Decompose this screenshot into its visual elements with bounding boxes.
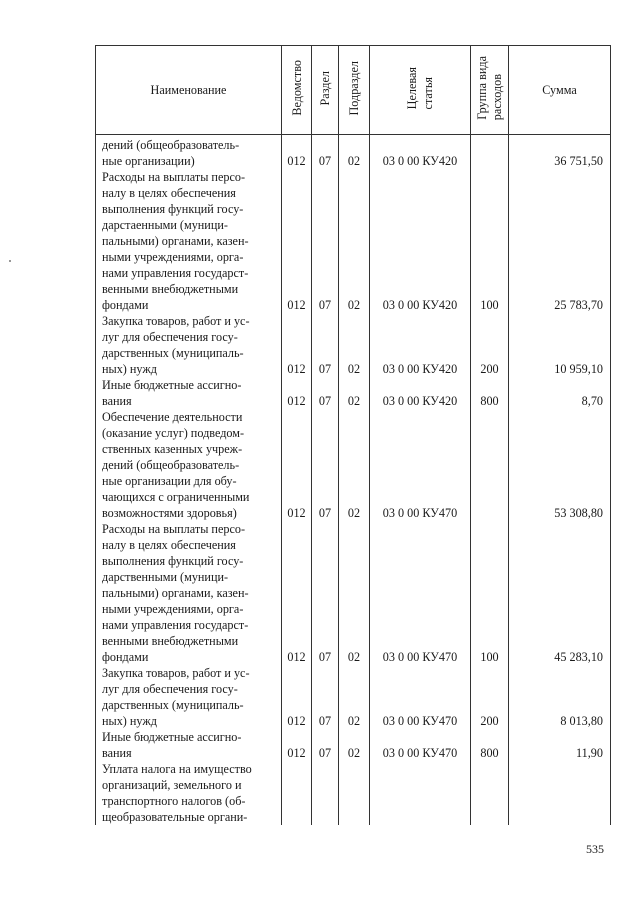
row-name-line: Закупка товаров, работ и ус-: [102, 666, 250, 680]
row-tselevaya: 03 0 00 КУ470: [370, 729, 471, 761]
row-vedomstvo: 012: [282, 665, 312, 729]
row-name-line: фондами: [102, 650, 149, 664]
row-vedomstvo: 012: [282, 169, 312, 313]
row-name-line: ные организации): [102, 154, 195, 168]
row-name-cell: [96, 135, 282, 170]
row-name-line: луг для обеспечения госу-: [102, 682, 238, 696]
header-podrazdel: [339, 46, 370, 135]
row-tselevaya: [370, 761, 471, 825]
row-podrazdel: 02: [339, 377, 370, 409]
row-name-cell: [96, 377, 282, 409]
scan-speck: [9, 260, 11, 262]
row-name-cell: [96, 521, 282, 665]
row-name-cell: [96, 169, 282, 313]
header-razdel-label: Раздел: [318, 70, 332, 106]
row-name-line: пальными) органами, казен-: [102, 586, 249, 600]
table-row: [96, 729, 611, 761]
table-row: [96, 409, 611, 521]
row-summa: 10 959,10: [509, 313, 611, 377]
row-name-line: ными учреждениями, орга-: [102, 250, 244, 264]
row-vedomstvo: [282, 761, 312, 825]
row-name-line: ными учреждениями, орга-: [102, 602, 244, 616]
row-podrazdel: 02: [339, 135, 370, 170]
row-summa: 8,70: [509, 377, 611, 409]
header-summa: [509, 46, 611, 135]
row-name-line: венными внебюджетными: [102, 634, 239, 648]
table-row: [96, 169, 611, 313]
header-vedomstvo-label: Ведомство: [289, 60, 304, 116]
row-name-line: дарственных (муниципаль-: [102, 698, 244, 712]
row-razdel: 07: [312, 313, 339, 377]
row-name-line: пальными) органами, казен-: [102, 234, 249, 248]
row-razdel: [312, 761, 339, 825]
row-podrazdel: 02: [339, 665, 370, 729]
row-tselevaya: 03 0 00 КУ420: [370, 135, 471, 170]
row-summa: [509, 761, 611, 825]
header-gruppa-line2: расходов: [490, 73, 505, 120]
table-row: [96, 761, 611, 825]
header-podrazdel-label: Подраздел: [347, 60, 361, 116]
header-tselevaya-line1: Целевая: [405, 66, 420, 110]
row-name-line: Обеспечение деятельности: [102, 410, 243, 424]
row-name-cell: [96, 409, 282, 521]
row-summa: 25 783,70: [509, 169, 611, 313]
page-number: 535: [586, 842, 604, 856]
row-summa: 45 283,10: [509, 521, 611, 665]
row-tselevaya: 03 0 00 КУ420: [370, 313, 471, 377]
row-name-cell: [96, 729, 282, 761]
row-gruppa: 800: [471, 729, 509, 761]
header-name-label: Наименование: [150, 83, 227, 97]
row-vedomstvo: 012: [282, 409, 312, 521]
row-tselevaya: 03 0 00 КУ420: [370, 169, 471, 313]
table-row: [96, 521, 611, 665]
row-name-line: дарственными (муници-: [102, 570, 229, 584]
row-podrazdel: 02: [339, 409, 370, 521]
row-name-line: фондами: [102, 298, 149, 312]
row-razdel: 07: [312, 521, 339, 665]
row-gruppa: 100: [471, 521, 509, 665]
row-vedomstvo: 012: [282, 135, 312, 170]
row-name-line: ных) нужд: [102, 714, 157, 728]
row-gruppa: 200: [471, 313, 509, 377]
table-row: [96, 135, 611, 170]
row-name-line: дарственных (муниципаль-: [102, 346, 244, 360]
row-summa: 36 751,50: [509, 135, 611, 170]
table-header-row: [96, 46, 611, 135]
row-name-line: Закупка товаров, работ и ус-: [102, 314, 250, 328]
row-name-cell: [96, 665, 282, 729]
row-gruppa: 800: [471, 377, 509, 409]
header-gruppa: [471, 46, 509, 135]
row-name-line: луг для обеспечения госу-: [102, 330, 238, 344]
row-podrazdel: 02: [339, 729, 370, 761]
row-name-line: нами управления государст-: [102, 618, 249, 632]
row-name-line: организаций, земельного и: [102, 778, 242, 792]
row-name-line: Иные бюджетные ассигно-: [102, 378, 242, 392]
row-vedomstvo: 012: [282, 521, 312, 665]
row-podrazdel: 02: [339, 169, 370, 313]
row-name-line: дений (общеобразователь-: [102, 458, 240, 472]
row-tselevaya: 03 0 00 КУ470: [370, 409, 471, 521]
row-gruppa: [471, 761, 509, 825]
row-name-line: выполнения функций госу-: [102, 202, 244, 216]
header-tselevaya: [370, 46, 471, 135]
header-gruppa-line1: Группа вида: [474, 56, 489, 120]
row-name-line: транспортного налогов (об-: [102, 794, 246, 808]
row-summa: 53 308,80: [509, 409, 611, 521]
row-name-line: чающихся с ограниченными: [102, 490, 250, 504]
row-gruppa: [471, 409, 509, 521]
table-row: [96, 377, 611, 409]
row-tselevaya: 03 0 00 КУ470: [370, 521, 471, 665]
row-name-line: ных) нужд: [102, 362, 157, 376]
budget-table: [95, 45, 611, 825]
row-vedomstvo: 012: [282, 729, 312, 761]
row-summa: 11,90: [509, 729, 611, 761]
row-podrazdel: 02: [339, 313, 370, 377]
row-razdel: 07: [312, 135, 339, 170]
row-name-line: налу в целях обеспечения: [102, 538, 236, 552]
table-row: [96, 313, 611, 377]
row-vedomstvo: 012: [282, 313, 312, 377]
header-summa-label: Сумма: [542, 83, 577, 97]
row-name-line: Уплата налога на имущество: [102, 762, 252, 776]
row-name-line: (оказание услуг) подведом-: [102, 426, 245, 440]
row-gruppa: [471, 135, 509, 170]
row-name-line: ственных казенных учреж-: [102, 442, 243, 456]
row-name-line: дений (общеобразователь-: [102, 138, 240, 152]
row-razdel: 07: [312, 169, 339, 313]
row-name-line: Расходы на выплаты персо-: [102, 170, 246, 184]
header-razdel: [312, 46, 339, 135]
row-name-line: щеобразовательные органи-: [102, 810, 248, 824]
header-vedomstvo: [282, 46, 312, 135]
row-gruppa: 100: [471, 169, 509, 313]
row-name-line: возможностями здоровья): [102, 506, 237, 520]
row-name-line: дарстаенными (муници-: [102, 218, 228, 232]
row-name-line: вания: [102, 394, 132, 408]
row-gruppa: 200: [471, 665, 509, 729]
row-name-line: вания: [102, 746, 132, 760]
row-podrazdel: [339, 761, 370, 825]
table-row: [96, 665, 611, 729]
table-body: [96, 135, 611, 826]
header-name: [96, 46, 282, 135]
header-tselevaya-line2: статья: [420, 76, 435, 110]
row-name-line: ные организации для обу-: [102, 474, 237, 488]
row-name-line: выполнения функций госу-: [102, 554, 244, 568]
row-razdel: 07: [312, 377, 339, 409]
row-razdel: 07: [312, 665, 339, 729]
row-summa: 8 013,80: [509, 665, 611, 729]
row-razdel: 07: [312, 409, 339, 521]
row-name-cell: [96, 313, 282, 377]
row-name-line: Иные бюджетные ассигно-: [102, 730, 242, 744]
row-vedomstvo: 012: [282, 377, 312, 409]
row-name-cell: [96, 761, 282, 825]
row-tselevaya: 03 0 00 КУ470: [370, 665, 471, 729]
row-tselevaya: 03 0 00 КУ420: [370, 377, 471, 409]
row-name-line: венными внебюджетными: [102, 282, 239, 296]
row-name-line: налу в целях обеспечения: [102, 186, 236, 200]
row-razdel: 07: [312, 729, 339, 761]
row-name-line: нами управления государст-: [102, 266, 249, 280]
row-podrazdel: 02: [339, 521, 370, 665]
row-name-line: Расходы на выплаты персо-: [102, 522, 246, 536]
